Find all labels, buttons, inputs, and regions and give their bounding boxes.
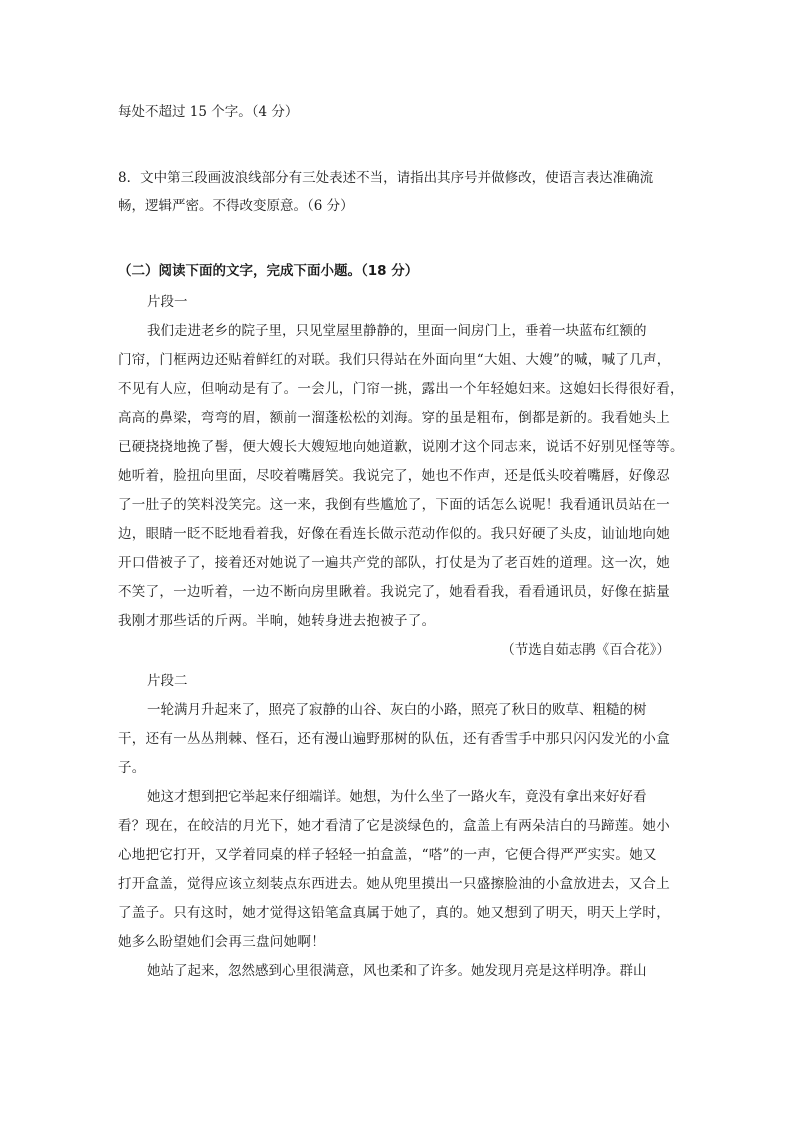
section-heading: （二）阅读下面的文字，完成下面小题。（18 分） xyxy=(118,263,419,279)
fragment-1-line: 门帘，门框两边还贴着鲜红的对联。我们只得站在外面向里“大姐、大嫂”的喊，喊了几声， xyxy=(118,352,671,368)
fragment-1-line: 不见有人应，但响动是有了。一会儿，门帘一挑，露出一个年轻媳妇来。这媳妇长得很好看， xyxy=(118,381,684,397)
fragment-1-line: 已硬挠挠地挽了髻，便大嫂长大嫂短地向她道歉，说刚才这个同志来，说话不好别见怪等等。 xyxy=(118,439,684,455)
fragment-1-line: 开口借被子了，接着还对她说了一遍共产党的部队，打仗是为了老百姓的道理。这一次，她 xyxy=(118,555,670,571)
fragment-2-p2-line: 她多么盼望她们会再三盘问她啊！ xyxy=(118,934,325,950)
fragment-2-p2-line: 她这才想到把它举起来仔细端详。她想，为什么坐了一路火车，竟没有拿出来好好看 xyxy=(147,789,647,805)
fragment-2-label: 片段二 xyxy=(147,673,188,689)
fragment-1-line: 高高的鼻梁，弯弯的眉，额前一溜蓬松松的刘海。穿的虽是粗布，倒都是新的。我看她头上 xyxy=(118,410,670,426)
fragment-1-line: 她听着，脸扭向里面，尽咬着嘴唇笑。我说完了，她也不作声，还是低头咬着嘴唇，好像忍 xyxy=(118,468,670,484)
fragment-2-p1-line: 干，还有一丛丛荆棘、怪石，还有漫山遍野那树的队伍，还有香雪手中那只闪闪发光的小盒 xyxy=(118,731,670,747)
fragment-1-line: 不笑了，一边听着，一边不断向房里瞅着。我说完了，她看看我，看看通讯员，好像在掂量 xyxy=(118,584,670,600)
fragment-1-label: 片段一 xyxy=(147,294,188,310)
question-7-tail: 每处不超过 15 个字。（4 分） xyxy=(118,104,299,120)
fragment-2-p2-line: 打开盒盖，觉得应该立刻装点东西进去。她从兜里摸出一只盛擦脸油的小盒放进去，又合上 xyxy=(118,876,670,892)
fragment-1-line: 边，眼睛一眨不眨地看着我，好像在看连长做示范动作似的。我只好硬了头皮，讪讪地向她 xyxy=(118,526,670,542)
question-8-line-1: 8．文中第三段画波浪线部分有三处表述不当，请指出其序号并做修改，使语言表达准确流 xyxy=(118,170,654,186)
fragment-1-line: 我刚才那些话的斤两。半晌，她转身进去抱被子了。 xyxy=(118,613,436,629)
fragment-1-line: 我们走进老乡的院子里，只见堂屋里静静的，里面一间房门上，垂着一块蓝布红额的 xyxy=(147,323,647,339)
fragment-2-p2-line: 心地把它打开，又学着同桌的样子轻轻一拍盒盖，“嗒”的一声，它便合得严严实实。她又 xyxy=(118,847,657,863)
fragment-2-p1-line: 子。 xyxy=(118,760,146,776)
fragment-2-p2-line: 了盖子。只有这时，她才觉得这铅笔盒真属于她了，真的。她又想到了明天，明天上学时， xyxy=(118,905,670,921)
fragment-1-source: （节选自茹志鹃《百合花》） xyxy=(501,642,670,658)
fragment-2-p2-line: 看？现在，在皎洁的月光下，她才看清了它是淡绿色的，盒盖上有两朵洁白的马蹄莲。她小 xyxy=(118,818,670,834)
fragment-2-p3-line: 她站了起来，忽然感到心里很满意，风也柔和了许多。她发现月亮是这样明净。群山 xyxy=(147,963,647,979)
question-8-line-2: 畅，逻辑严密。不得改变原意。（6 分） xyxy=(118,198,354,214)
fragment-2-p1-line: 一轮满月升起来了，照亮了寂静的山谷、灰白的小路，照亮了秋日的败草、粗糙的树 xyxy=(147,702,647,718)
fragment-1-line: 了一肚子的笑料没笑完。这一来，我倒有些尴尬了，下面的话怎么说呢！我看通讯员站在一 xyxy=(118,497,670,513)
